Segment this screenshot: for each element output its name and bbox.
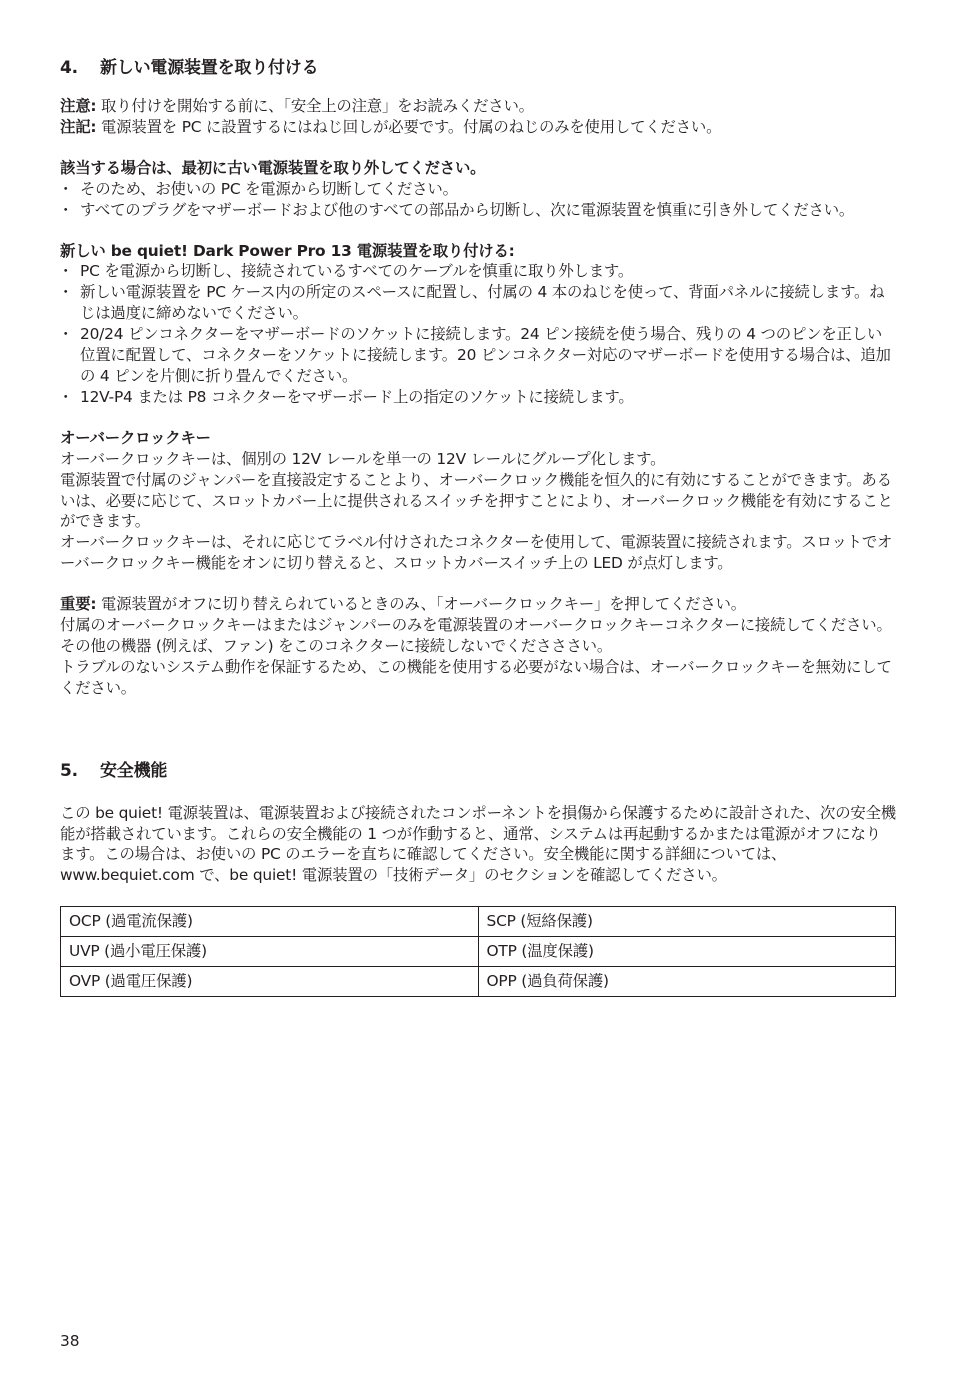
remark-label: 注記:	[60, 117, 97, 136]
overclock-heading: オーバークロックキー	[60, 428, 211, 447]
table-row	[61, 967, 896, 997]
table-row	[61, 937, 896, 967]
section-5-number: 5.	[60, 760, 78, 781]
overclock-paragraph: オーバークロックキーは、個別の 12V レールを単一の 12V レールにグループ化します。	[60, 449, 666, 468]
list-item: ・ すべてのプラグをマザーボードおよび他のすべての部品から切断し、次に電源装置を慎重に引き外してください。	[60, 200, 896, 221]
notes-block	[60, 96, 896, 138]
important-label: 重要:	[60, 595, 97, 614]
table-cell: OVP (過電圧保護)	[61, 967, 479, 997]
table-cell: OTP (温度保護)	[478, 937, 896, 967]
table-cell: OCP (過電流保護)	[61, 907, 479, 937]
important-paragraph: 付属のオーバークロックキーはまたはジャンパーのみを電源装置のオーバークロックキーコネクターに接続してください。その他の機器 (例えば、ファン) をこのコネクターに接続しないでくださささい。	[60, 616, 892, 655]
important-note	[60, 594, 896, 615]
table-cell: UVP (過小電圧保護)	[61, 937, 479, 967]
list-item: ・ 新しい電源装置を PC ケース内の所定のスペースに配置し、付属の 4 本のねじを使って、背面パネルに接続します。ねじは過度に締めないでください。	[60, 282, 896, 324]
caution-label: 注意:	[60, 97, 97, 115]
remove-old-psu-block	[60, 158, 896, 221]
page-number: 38	[60, 1332, 80, 1350]
table-cell: OPP (過負荷保護)	[478, 967, 896, 997]
caution-text: 取り付けを開始する前に、「安全上の注意」をお読みください。	[101, 97, 534, 115]
important-text: 電源装置がオフに切り替えられているときのみ、「オーバークロックキー」を押してください。	[101, 595, 746, 614]
overclock-paragraph: 電源装置で付属のジャンパーを直接設定することより、オーバークロック機能を恒久的に有効にすることができます。あるいは、必要に応じて、スロットカバー上に提供されるスイッチを押すことにより、オーバークロック機能を有効にすることができます。	[60, 470, 893, 531]
page-content	[60, 56, 896, 997]
remove-heading: 該当する場合は、最初に古い電源装置を取り外してください。	[60, 158, 486, 177]
list-item: ・ そのため、お使いの PC を電源から切断してください。	[60, 179, 896, 200]
section-4-heading	[60, 56, 896, 80]
list-item: ・ PC を電源から切断し、接続されているすべてのケーブルを慎重に取り外します。	[60, 261, 896, 282]
section-5-title: 安全機能	[100, 760, 168, 781]
table-row	[61, 907, 896, 937]
install-list	[60, 261, 896, 407]
overclock-key-block	[60, 428, 896, 574]
remark-note	[60, 117, 896, 138]
install-psu-block	[60, 241, 896, 408]
section-4-title: 新しい電源装置を取り付ける	[100, 58, 319, 78]
list-item: ・ 20/24 ピンコネクターをマザーボードのソケットに接続します。24 ピン接続を使う場合、残りの 4 つのピンを正しい位置に配置して、コネクターをソケットに接続します。20 ピンコネクター対応のマザーボードを使用する場合は、追加の 4 ピンを片側に折り畳んでください。	[60, 324, 896, 387]
remove-list	[60, 179, 896, 221]
list-item: ・ 12V-P4 または P8 コネクターをマザーボード上の指定のソケットに接続します。	[60, 387, 896, 408]
important-block	[60, 594, 896, 699]
safety-intro: この be quiet! 電源装置は、電源装置および接続されたコンポーネントを損傷から保護するために設計された、次の安全機能が搭載されています。これらの安全機能の 1 つが作動すると、通常、システムは再起動するかまたは電源がオフになります。この場合は、お使いの PC のエラーを直ちに確認してください。安全機能に関する詳細については、www.bequiet.com で、be quiet! 電源装置の「技術データ」のセクションを確認してください。	[60, 803, 896, 885]
table-cell: SCP (短絡保護)	[478, 907, 896, 937]
install-heading: 新しい be quiet! Dark Power Pro 13 電源装置を取り付ける:	[60, 241, 515, 260]
section-5-heading	[60, 759, 896, 783]
caution-note	[60, 96, 896, 117]
important-paragraph: トラブルのないシステム動作を保証するため、この機能を使用する必要がない場合は、オーバークロックキーを無効にしてください。	[60, 657, 892, 697]
overclock-paragraph: オーバークロックキーは、それに応じてラベル付けされたコネクターを使用して、電源装置に接続されます。スロットでオーバークロックキー機能をオンに切り替えると、スロットカバースイッチ上の LED が点灯します。	[60, 533, 893, 573]
safety-features-table	[60, 906, 896, 997]
section-5	[60, 759, 896, 998]
remark-text: 電源装置を PC に設置するにはねじ回しが必要です。付属のねじのみを使用してください。	[101, 117, 722, 136]
section-4-number: 4.	[60, 58, 78, 78]
